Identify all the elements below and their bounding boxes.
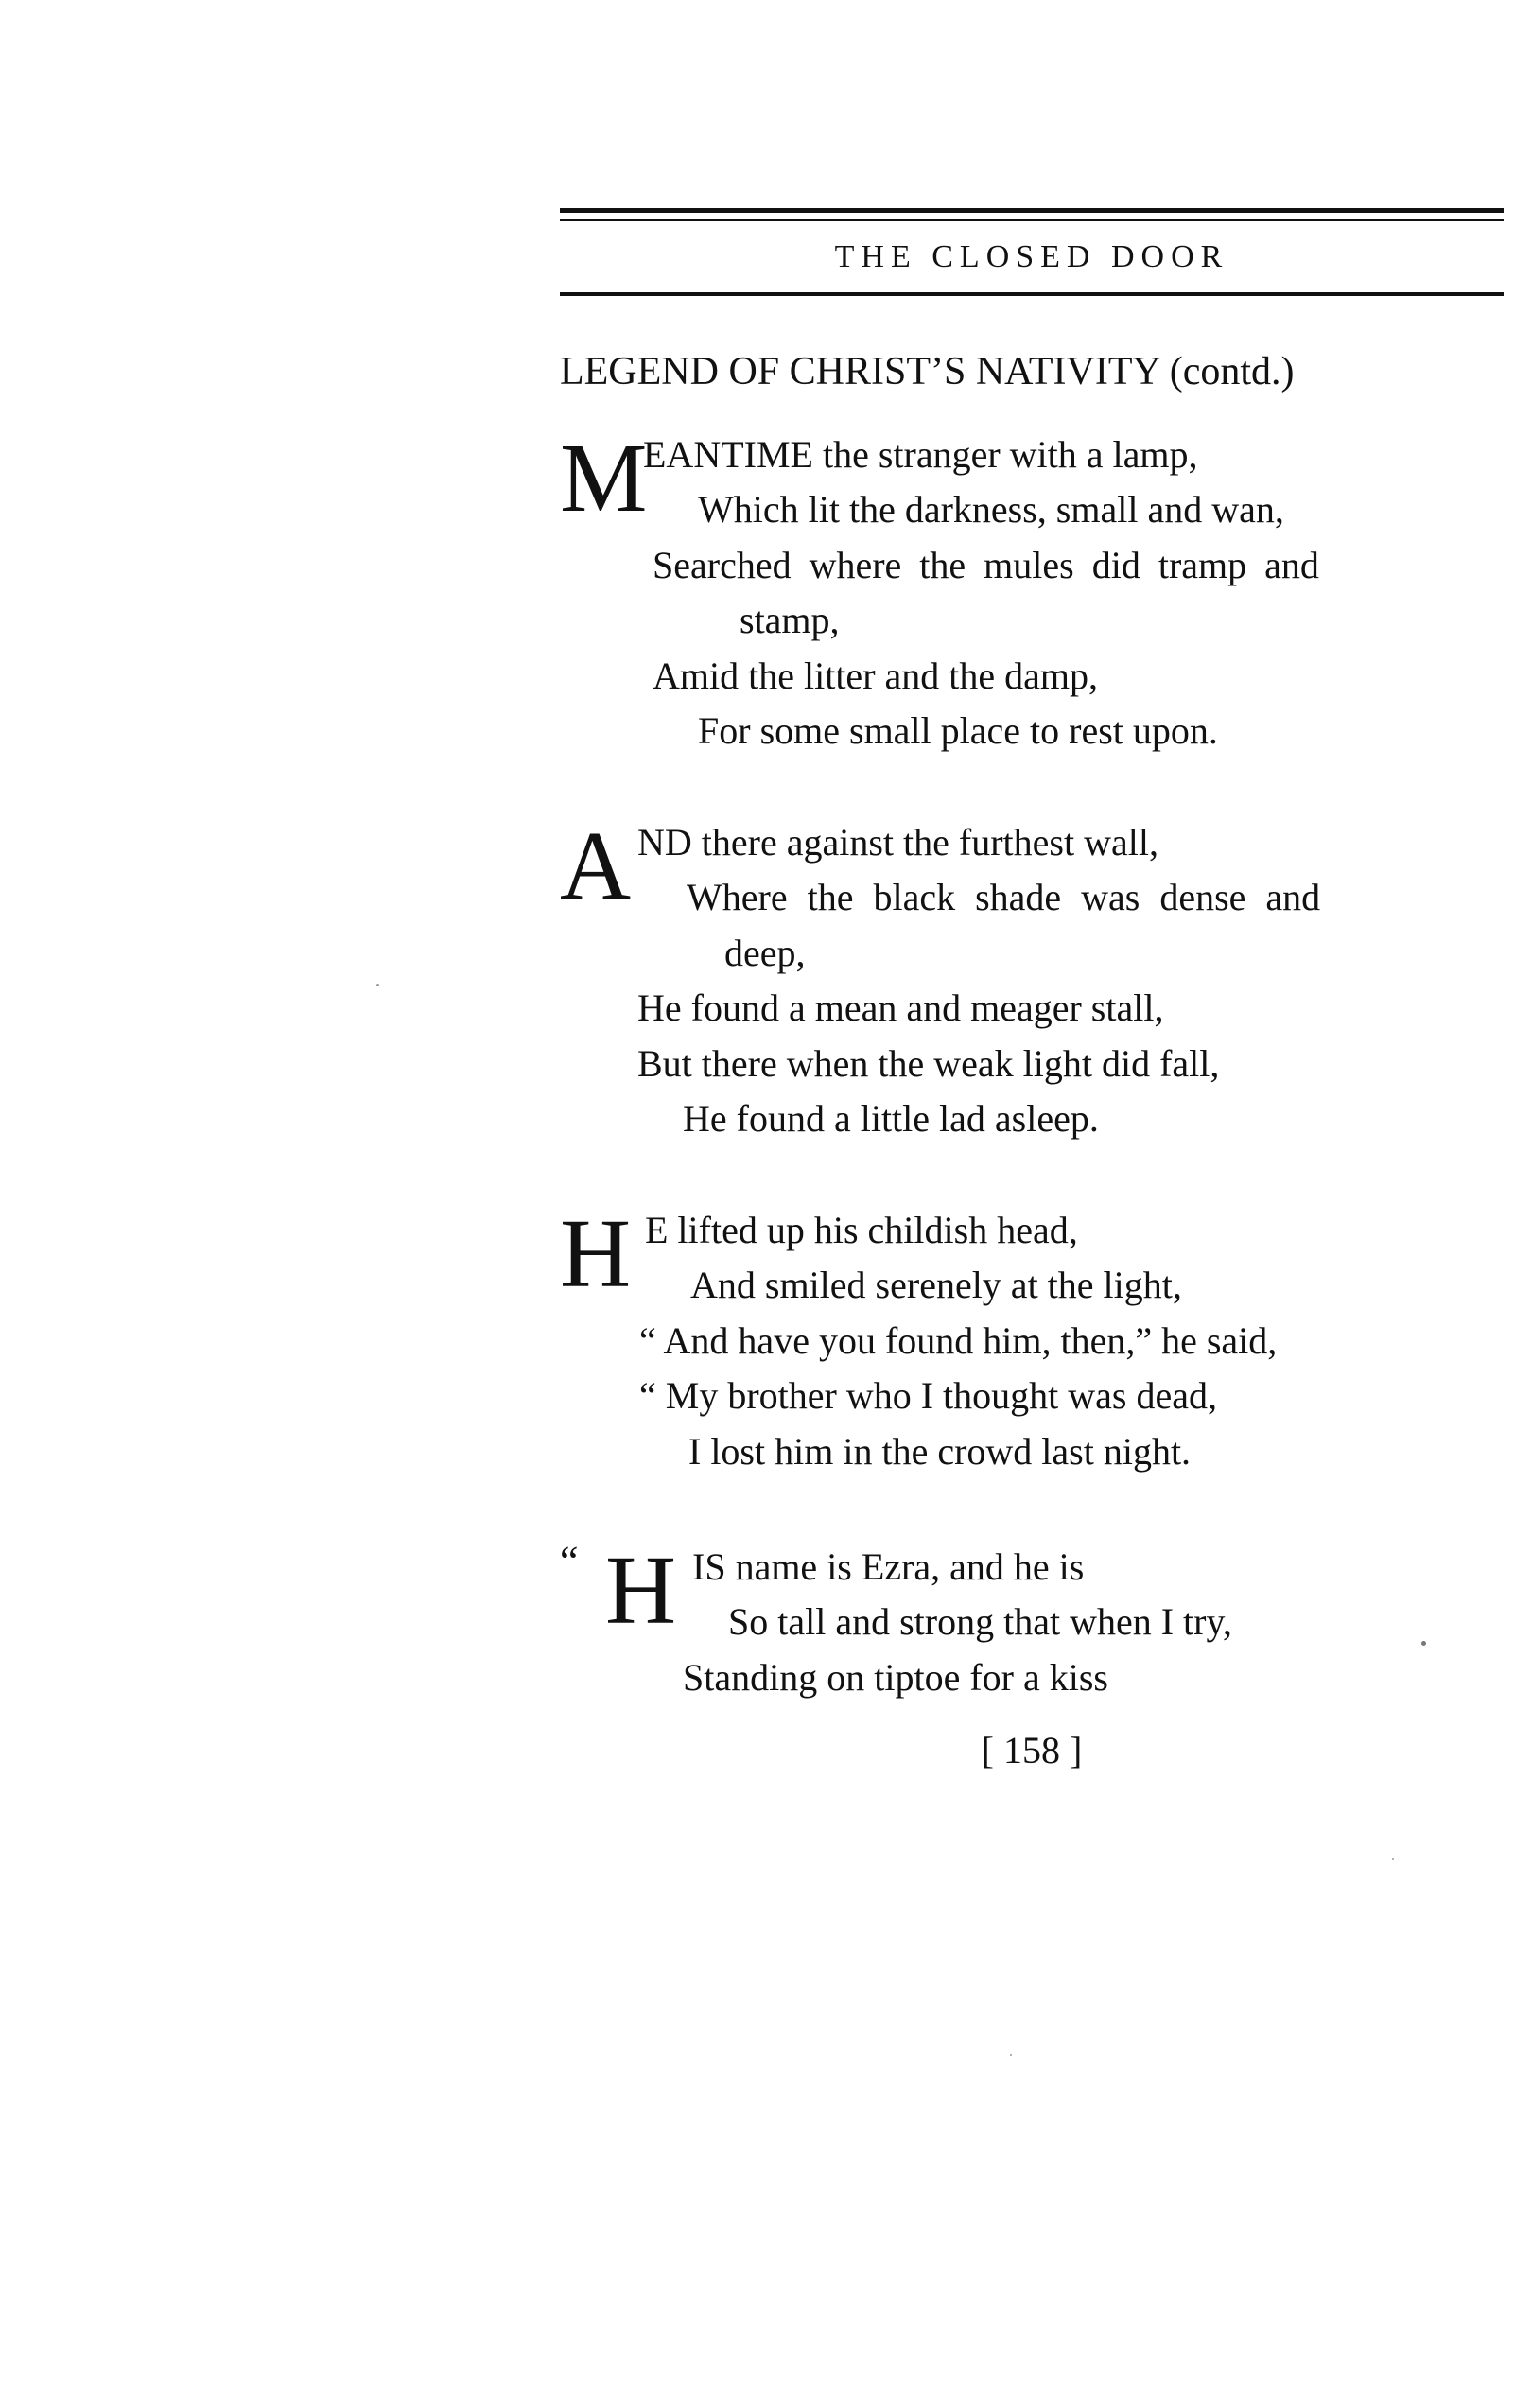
stanza-4: [560, 1536, 1504, 1710]
stanza-3: [560, 1199, 1504, 1477]
verse-line: deep,: [724, 932, 806, 974]
verse-line: ND there against the furthest wall,: [637, 821, 1158, 864]
header-rule-bottom: [560, 292, 1504, 296]
verse-line: E lifted up his childish head,: [645, 1209, 1078, 1251]
header-rule-top-thin: [560, 219, 1504, 221]
scan-speck: [1010, 2054, 1012, 2056]
verse-line: He found a little lad asleep.: [683, 1097, 1099, 1140]
verse-line: For some small place to rest upon.: [698, 709, 1218, 752]
verse-line: “ And have you found him, then,” he said,: [639, 1319, 1278, 1362]
scan-speck: [376, 984, 379, 986]
opening-quote: “: [560, 1538, 579, 1584]
stanza-1: [560, 424, 1504, 752]
verse-line: So tall and strong that when I try,: [728, 1600, 1232, 1643]
running-head: THE CLOSED DOOR: [834, 239, 1229, 274]
verse-line: And smiled serenely at the light,: [690, 1264, 1182, 1306]
scan-speck: [1421, 1641, 1426, 1646]
verse-line: But there when the weak light did fall,: [637, 1042, 1220, 1085]
section-title: LEGEND OF CHRIST’S NATIVITY (contd.): [560, 350, 1295, 393]
dropcap-h: H: [560, 1199, 632, 1308]
verse-line: stamp,: [740, 599, 840, 641]
page-number: [ 158 ]: [981, 1729, 1083, 1771]
verse-line: Searched where the mules did tramp and: [653, 544, 1319, 586]
verse-line: He found a mean and meager stall,: [637, 986, 1164, 1029]
verse-line: Where the black shade was dense and: [687, 876, 1321, 918]
verse-line: EANTIME the stranger with a lamp,: [643, 433, 1198, 476]
header-rule-top: [560, 208, 1504, 213]
verse-line: Which lit the darkness, small and wan,: [698, 488, 1284, 531]
dropcap-m: M: [560, 424, 648, 532]
verse-line: Amid the litter and the damp,: [653, 654, 1098, 697]
verse-line: IS name is Ezra, and he is: [692, 1545, 1085, 1588]
stanza-2: [560, 811, 1504, 1140]
dropcap-a: A: [560, 811, 632, 920]
verse-line: “ My brother who I thought was dead,: [639, 1374, 1217, 1417]
dropcap-h: H: [605, 1536, 677, 1645]
verse-line: I lost him in the crowd last night.: [688, 1430, 1192, 1473]
scan-speck: [1392, 1858, 1394, 1860]
verse-line: Standing on tiptoe for a kiss: [683, 1656, 1108, 1699]
